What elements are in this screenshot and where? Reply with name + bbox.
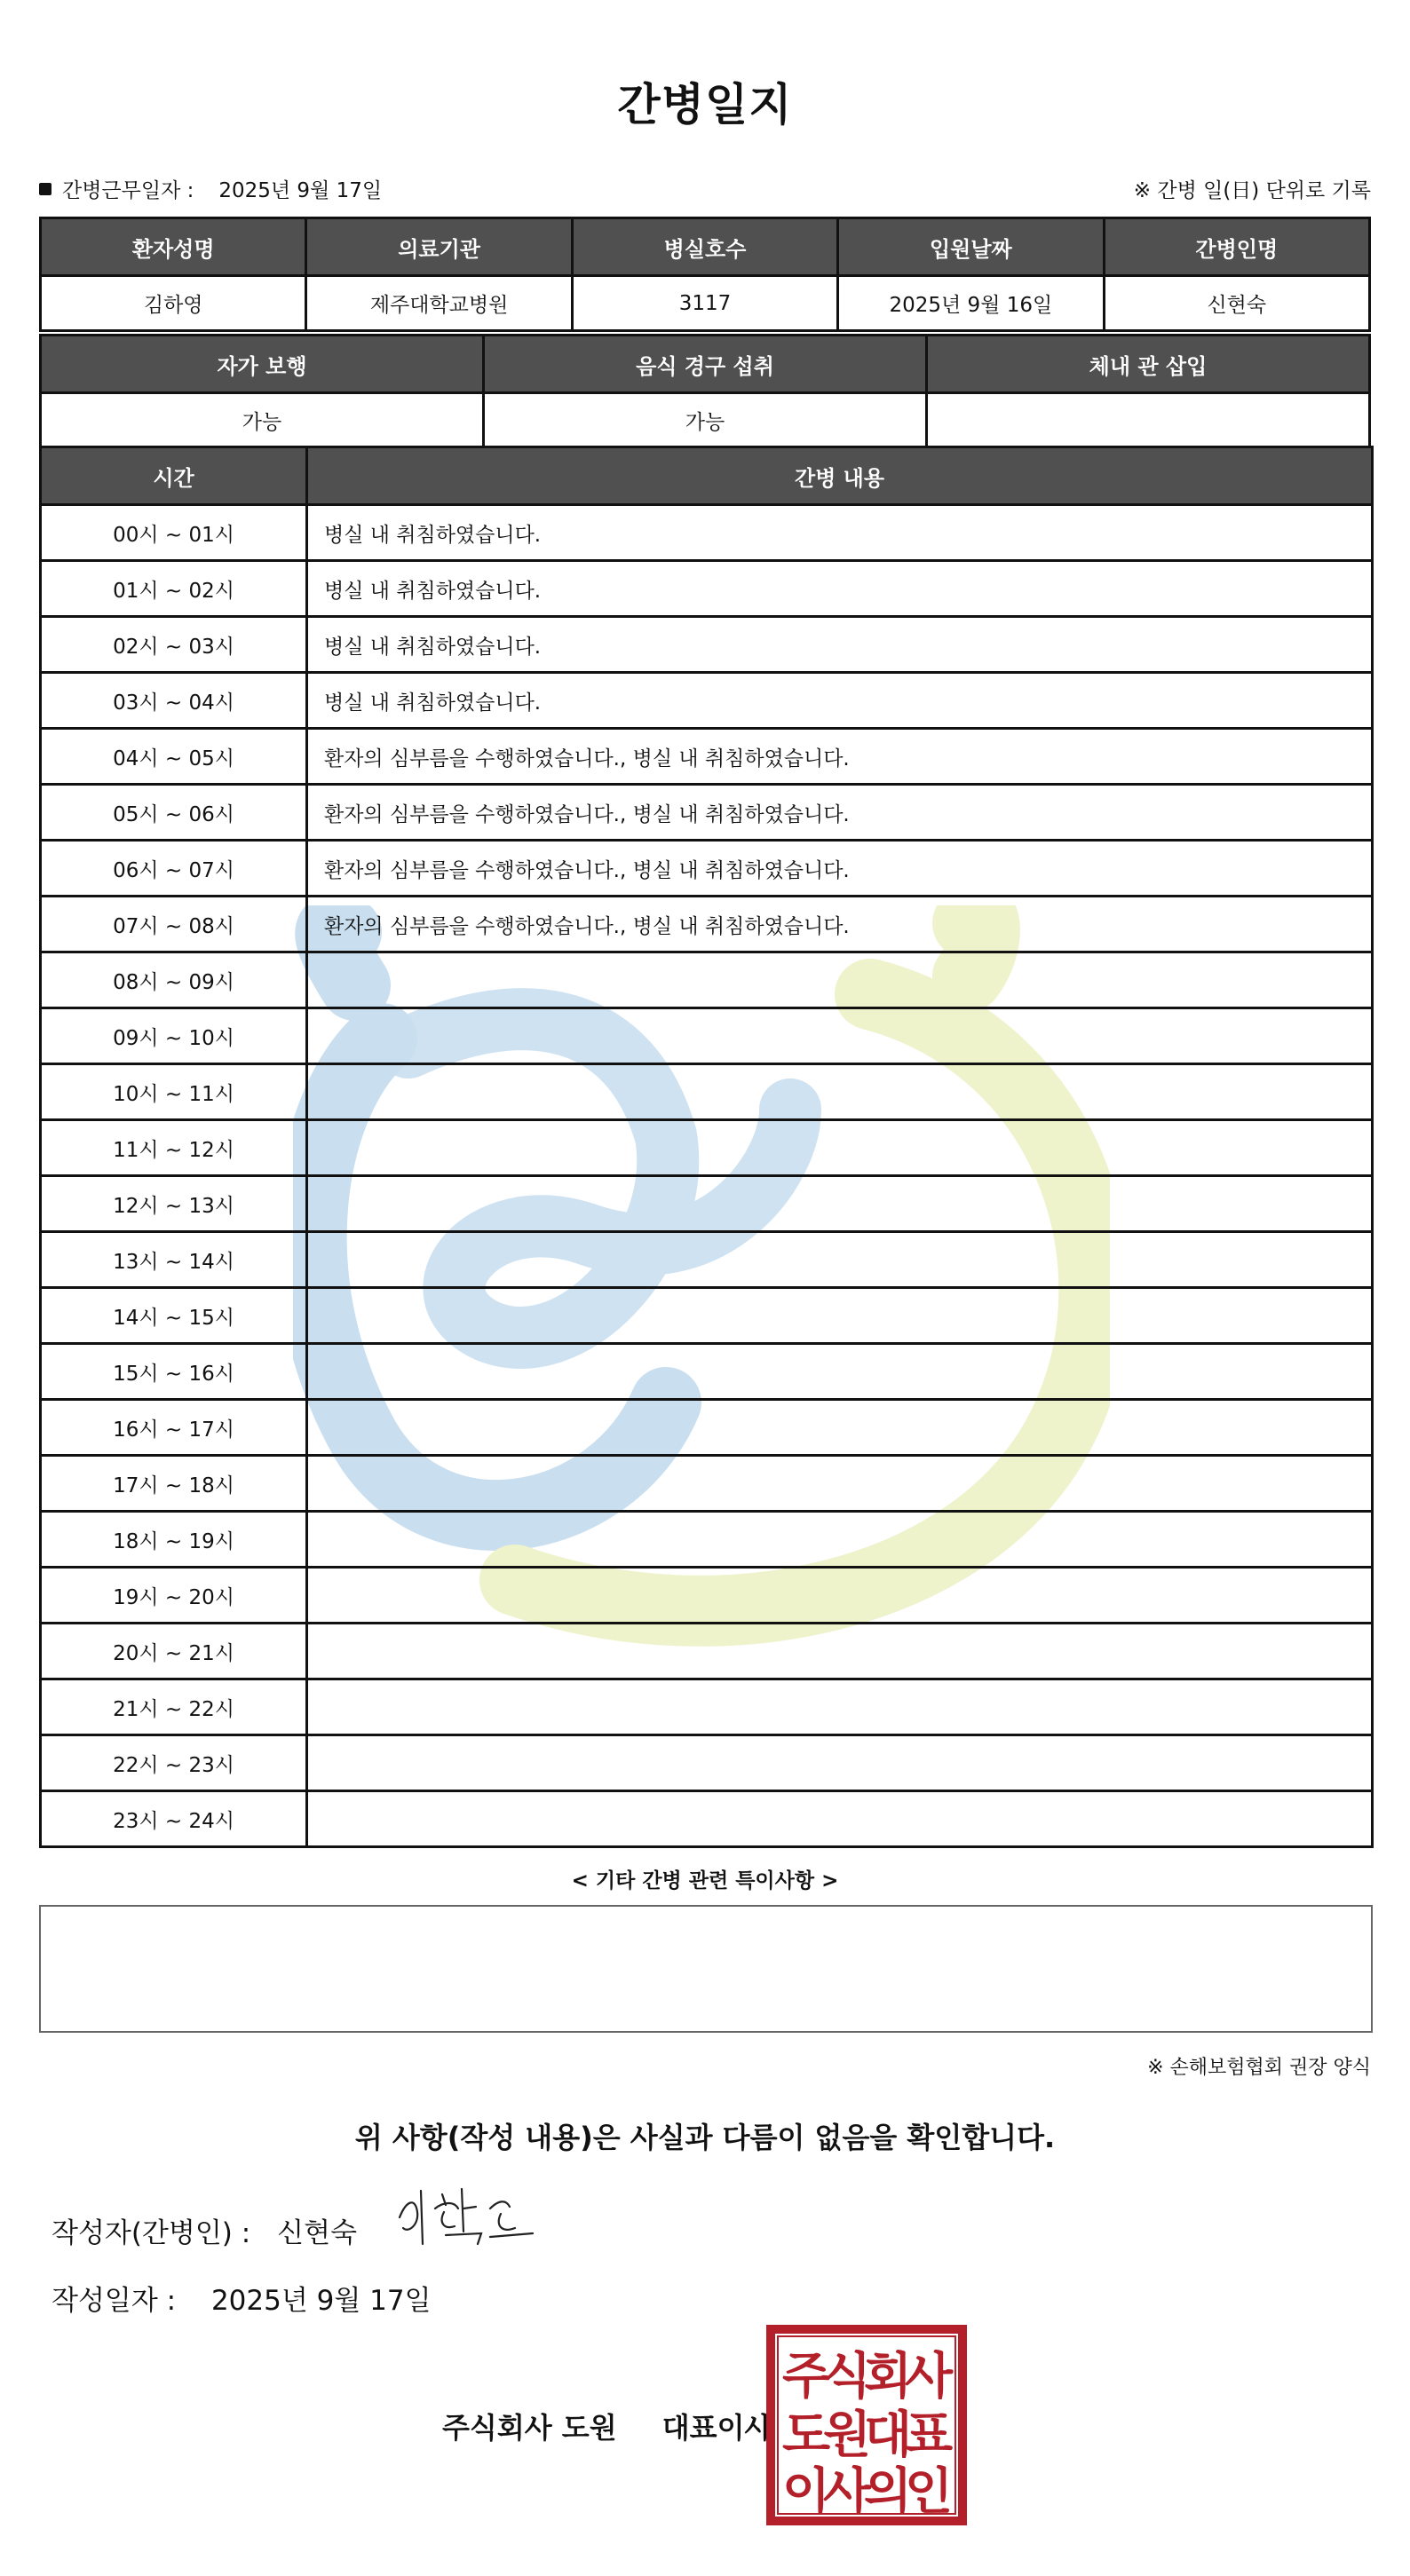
company-row xyxy=(442,2406,772,2446)
oral-intake-value: 가능 xyxy=(484,393,927,448)
hospital-name: 제주대학교병원 xyxy=(306,276,572,331)
time-cell: 13시 ~ 14시 xyxy=(41,1232,307,1288)
care-content-cell xyxy=(307,1456,1373,1512)
header-caregiver-name: 간병인명 xyxy=(1104,218,1369,276)
table-row xyxy=(41,505,1373,561)
caregiver-name: 신현숙 xyxy=(1104,276,1369,331)
table-row xyxy=(41,1120,1373,1176)
table-row xyxy=(41,1288,1373,1344)
care-content-cell: 환자의 심부름을 수행하였습니다., 병실 내 취침하였습니다. xyxy=(307,841,1373,897)
seal-char: 의 xyxy=(863,2463,913,2521)
time-cell: 12시 ~ 13시 xyxy=(41,1176,307,1232)
care-content-cell: 병실 내 취침하였습니다. xyxy=(307,505,1373,561)
care-content-cell xyxy=(307,1512,1373,1568)
time-cell: 02시 ~ 03시 xyxy=(41,617,307,673)
care-content-cell: 환자의 심부름을 수행하였습니다., 병실 내 취침하였습니다. xyxy=(307,729,1373,785)
table-row xyxy=(41,952,1373,1008)
time-cell: 05시 ~ 06시 xyxy=(41,785,307,841)
time-cell: 14시 ~ 15시 xyxy=(41,1288,307,1344)
header-care-content: 간병 내용 xyxy=(307,447,1373,505)
table-row xyxy=(41,1232,1373,1288)
table-row xyxy=(41,1456,1373,1512)
header-hospital: 의료기관 xyxy=(306,218,572,276)
room-number: 3117 xyxy=(572,276,837,331)
time-cell: 15시 ~ 16시 xyxy=(41,1344,307,1400)
ability-table xyxy=(39,334,1371,449)
time-cell: 20시 ~ 21시 xyxy=(41,1624,307,1679)
table-row xyxy=(41,1624,1373,1679)
patient-name: 김하영 xyxy=(41,276,306,331)
care-content-cell xyxy=(307,1232,1373,1288)
admission-date: 2025년 9월 16일 xyxy=(838,276,1104,331)
author-row xyxy=(51,2210,357,2250)
document-title: 간병일지 xyxy=(617,79,793,130)
written-date-row xyxy=(51,2278,432,2318)
written-date-value: 2025년 9월 17일 xyxy=(210,2285,432,2317)
unit-note: ※ 간병 일(日) 단위로 기록 xyxy=(1133,179,1371,202)
seal-char: 원 xyxy=(822,2406,872,2464)
care-content-cell xyxy=(307,1008,1373,1064)
company-seal-stamp xyxy=(765,2324,968,2526)
author-label: 작성자(간병인) : xyxy=(51,2217,251,2249)
header-admission-date: 입원날짜 xyxy=(838,218,1104,276)
header-patient-name: 환자성명 xyxy=(41,218,306,276)
seal-char: 도 xyxy=(781,2406,831,2464)
time-cell: 16시 ~ 17시 xyxy=(41,1400,307,1456)
table-row xyxy=(41,1568,1373,1624)
seal-char: 주 xyxy=(781,2348,831,2406)
time-cell: 10시 ~ 11시 xyxy=(41,1064,307,1120)
table-row xyxy=(41,1512,1373,1568)
care-content-cell: 병실 내 취침하였습니다. xyxy=(307,673,1373,729)
care-content-cell xyxy=(307,1120,1373,1176)
table-row xyxy=(41,1344,1373,1400)
care-content-cell: 환자의 심부름을 수행하였습니다., 병실 내 취침하였습니다. xyxy=(307,785,1373,841)
table-row xyxy=(41,561,1373,617)
square-bullet-icon xyxy=(39,183,51,195)
time-cell: 17시 ~ 18시 xyxy=(41,1456,307,1512)
time-cell: 09시 ~ 10시 xyxy=(41,1008,307,1064)
care-content-cell xyxy=(307,1064,1373,1120)
notes-title: < 기타 간병 관련 특이사항 > xyxy=(571,1869,839,1892)
care-content-cell: 병실 내 취침하였습니다. xyxy=(307,617,1373,673)
care-content-cell xyxy=(307,1568,1373,1624)
header-tube-insertion: 체내 관 삽입 xyxy=(927,336,1370,393)
time-cell: 23시 ~ 24시 xyxy=(41,1791,307,1847)
care-content-cell xyxy=(307,1400,1373,1456)
table-row xyxy=(41,673,1373,729)
seal-char: 회 xyxy=(863,2348,913,2406)
company-rep: 대표이사 xyxy=(661,2411,772,2445)
notes-box xyxy=(39,1905,1373,2033)
author-name: 신현숙 xyxy=(277,2217,358,2249)
seal-char: 사 xyxy=(822,2463,872,2521)
patient-info-table xyxy=(39,217,1371,332)
header-room: 병실호수 xyxy=(572,218,837,276)
work-date-label: 간병근무일자 : xyxy=(62,179,194,202)
work-date-value: 2025년 9월 17일 xyxy=(218,179,383,202)
table-row xyxy=(41,897,1373,952)
table-row xyxy=(41,841,1373,897)
table-row xyxy=(41,1791,1373,1847)
table-row xyxy=(41,729,1373,785)
care-content-cell xyxy=(307,1679,1373,1735)
header-oral-intake: 음식 경구 섭취 xyxy=(484,336,927,393)
care-content-cell xyxy=(307,1344,1373,1400)
table-row xyxy=(41,1400,1373,1456)
time-cell: 00시 ~ 01시 xyxy=(41,505,307,561)
care-content-cell: 환자의 심부름을 수행하였습니다., 병실 내 취침하였습니다. xyxy=(307,897,1373,952)
written-date-label: 작성일자 : xyxy=(51,2285,177,2317)
care-content-cell xyxy=(307,1791,1373,1847)
tube-insertion-value xyxy=(927,393,1370,448)
table-row xyxy=(41,785,1373,841)
seal-char: 인 xyxy=(904,2463,954,2521)
care-content-cell: 병실 내 취침하였습니다. xyxy=(307,561,1373,617)
seal-char: 사 xyxy=(904,2348,954,2406)
table-row xyxy=(41,1176,1373,1232)
seal-char: 표 xyxy=(904,2406,954,2464)
footnote: ※ 손해보험협회 권장 양식 xyxy=(1147,2057,1371,2079)
seal-char: 대 xyxy=(863,2406,913,2464)
header-self-walking: 자가 보행 xyxy=(41,336,484,393)
care-content-cell xyxy=(307,1624,1373,1679)
seal-char: 식 xyxy=(822,2348,872,2406)
time-cell: 01시 ~ 02시 xyxy=(41,561,307,617)
time-cell: 04시 ~ 05시 xyxy=(41,729,307,785)
table-row xyxy=(41,617,1373,673)
time-cell: 18시 ~ 19시 xyxy=(41,1512,307,1568)
seal-char: 이 xyxy=(781,2463,831,2521)
table-row xyxy=(41,1064,1373,1120)
care-content-cell xyxy=(307,1735,1373,1791)
table-row xyxy=(41,1679,1373,1735)
self-walking-value: 가능 xyxy=(41,393,484,448)
time-cell: 06시 ~ 07시 xyxy=(41,841,307,897)
time-cell: 19시 ~ 20시 xyxy=(41,1568,307,1624)
time-cell: 07시 ~ 08시 xyxy=(41,897,307,952)
work-date-row xyxy=(39,174,382,203)
handwritten-signature xyxy=(391,2182,542,2253)
table-row xyxy=(41,1735,1373,1791)
time-cell: 03시 ~ 04시 xyxy=(41,673,307,729)
header-time: 시간 xyxy=(41,447,307,505)
time-cell: 11시 ~ 12시 xyxy=(41,1120,307,1176)
company-name: 주식회사 도원 xyxy=(442,2411,617,2445)
care-log-table xyxy=(39,446,1374,1848)
care-content-cell xyxy=(307,952,1373,1008)
time-cell: 08시 ~ 09시 xyxy=(41,952,307,1008)
time-cell: 22시 ~ 23시 xyxy=(41,1735,307,1791)
care-content-cell xyxy=(307,1176,1373,1232)
care-content-cell xyxy=(307,1288,1373,1344)
confirmation-statement: 위 사항(작성 내용)은 사실과 다름이 없음을 확인합니다. xyxy=(354,2121,1056,2154)
table-row xyxy=(41,1008,1373,1064)
time-cell: 21시 ~ 22시 xyxy=(41,1679,307,1735)
